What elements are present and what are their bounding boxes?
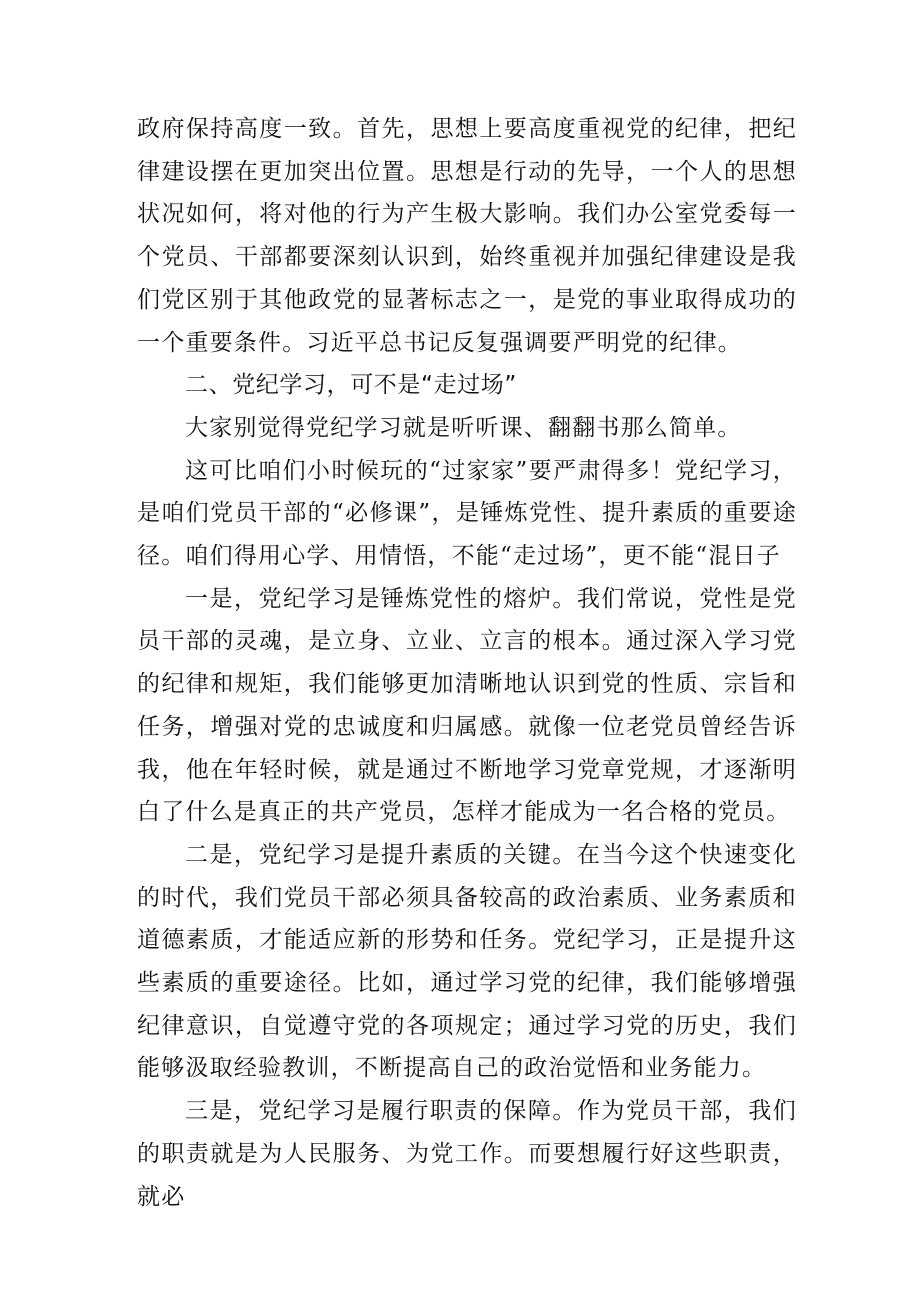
paragraph-required-course: 这可比咱们小时候玩的“过家家”要严肃得多！党纪学习，是咱们党员干部的“必修课”，是锤炼党性、提升素质的重要途径。咱们得用心学、用情悟，不能“走过场”，更不能“混日子 xyxy=(137,457,797,570)
paragraph-point-two: 二是，党纪学习是提升素质的关键。在当今这个快速变化的时代，我们党员干部必须具备较高的政治素质、业务素质和道德素质，才能适应新的形势和任务。党纪学习，正是提升这些素质的重要途径。比如，通过学习党的纪律，我们能够增强纪律意识，自觉遵守党的各项规定；通过学习党的历史，我们能够汲取经验教训，不断提高自己的政治觉悟和业务能力。 xyxy=(137,841,797,1082)
document-body xyxy=(137,108,797,1218)
paragraph-point-one: 一是，党纪学习是锤炼党性的熔炉。我们常说，党性是党员干部的灵魂，是立身、立业、立言的根本。通过深入学习党的纪律和规矩，我们能够更加清晰地认识到党的性质、宗旨和任务，增强对党的忠诚度和归属感。就像一位老党员曾经告诉我，他在年轻时候，就是通过不断地学习党章党规，才逐渐明白了什么是真正的共产党员，怎样才能成为一名合格的党员。 xyxy=(137,585,797,826)
paragraph-discipline-thinking: 政府保持高度一致。首先，思想上要高度重视党的纪律，把纪律建设摆在更加突出位置。思想是行动的先导，一个人的思想状况如何，将对他的行为产生极大影响。我们办公室党委每一个党员、干部都要深刻认识到，始终重视并加强纪律建设是我们党区别于其他政党的显著标志之一，是党的事业取得成功的一个重要条件。习近平总书记反复强调要严明党的纪律。 xyxy=(137,116,797,356)
paragraph-point-three: 三是，党纪学习是履行职责的保障。作为党员干部，我们的职责就是为人民服务、为党工作。而要想履行好这些职责，就必 xyxy=(137,1098,797,1210)
section-heading-two: 二、党纪学习，可不是“走过场” xyxy=(185,372,517,399)
paragraph-not-simple: 大家别觉得党纪学习就是听听课、翻翻书那么简单。 xyxy=(185,414,742,441)
